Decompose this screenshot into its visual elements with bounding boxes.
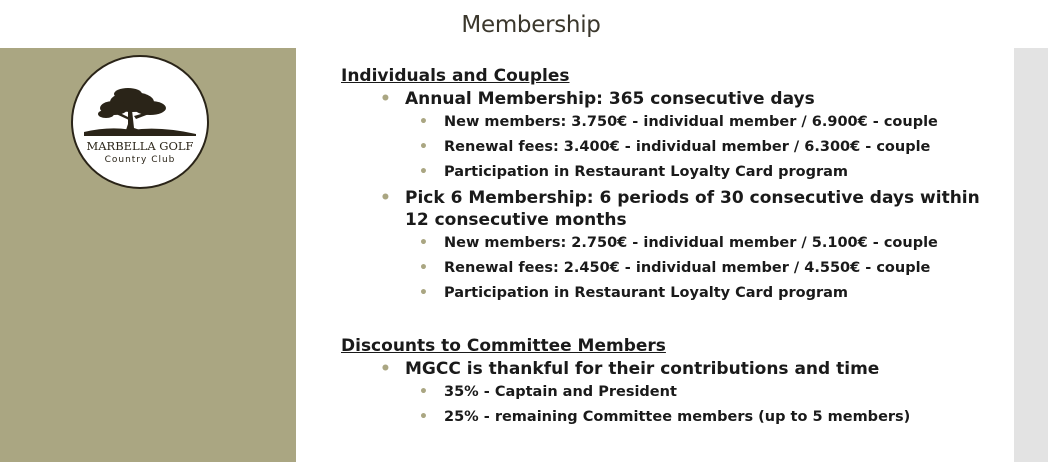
bullet-dot: • (419, 139, 428, 155)
bullet-committee-thanks (341, 358, 1001, 380)
bullet-dot: • (419, 260, 428, 276)
sub-bullet (341, 283, 1001, 303)
slide-title: Membership (461, 12, 601, 38)
sub-bullet-text: 35% - Captain and President (444, 384, 677, 400)
bullet-dot: • (380, 359, 391, 379)
sub-bullet (341, 112, 1001, 132)
bullet-text: Annual Membership: 365 consecutive days (405, 89, 815, 109)
bullet-pick6-membership (341, 187, 1001, 231)
bullet-dot: • (419, 235, 428, 251)
sub-bullet-text: New members: 2.750€ - individual member / 5.100€ - couple (444, 235, 938, 251)
bullet-dot: • (419, 409, 428, 425)
bullet-dot: • (419, 285, 428, 301)
bullet-dot: • (380, 89, 391, 109)
sub-bullet-text: Participation in Restaurant Loyalty Card program (444, 164, 849, 180)
bullet-annual-membership (341, 88, 1001, 110)
section-heading-committee: Discounts to Committee Members (341, 336, 666, 356)
right-strip (1014, 48, 1048, 462)
section-heading-individuals: Individuals and Couples (341, 66, 570, 86)
bullet-dot: • (419, 384, 428, 400)
sub-bullet (341, 162, 1001, 182)
sub-bullet-text: 25% - remaining Committee members (up to 5 members) (444, 409, 911, 425)
membership-content (341, 64, 1001, 432)
club-logo (70, 54, 212, 190)
sub-bullet (341, 382, 1001, 402)
bullet-text: MGCC is thankful for their contributions and time (405, 359, 880, 379)
sub-bullet (341, 258, 1001, 278)
bullet-dot: • (419, 114, 428, 130)
logo-name-line2: Country Club (104, 155, 176, 165)
sub-bullet-text: Participation in Restaurant Loyalty Card program (444, 285, 849, 301)
sub-bullet-text: Renewal fees: 2.450€ - individual member / 4.550€ - couple (444, 260, 931, 276)
bullet-text: Pick 6 Membership: 6 periods of 30 consecutive days within 12 consecutive months (405, 188, 980, 230)
sub-bullet (341, 137, 1001, 157)
sub-bullet-text: New members: 3.750€ - individual member / 6.900€ - couple (444, 114, 938, 130)
sub-bullet-text: Renewal fees: 3.400€ - individual member / 6.300€ - couple (444, 139, 931, 155)
logo-name-line1: MARBELLA GOLF (86, 139, 194, 153)
bullet-dot: • (380, 188, 391, 208)
sub-bullet (341, 407, 1001, 427)
bullet-dot: • (419, 164, 428, 180)
sub-bullet (341, 233, 1001, 253)
